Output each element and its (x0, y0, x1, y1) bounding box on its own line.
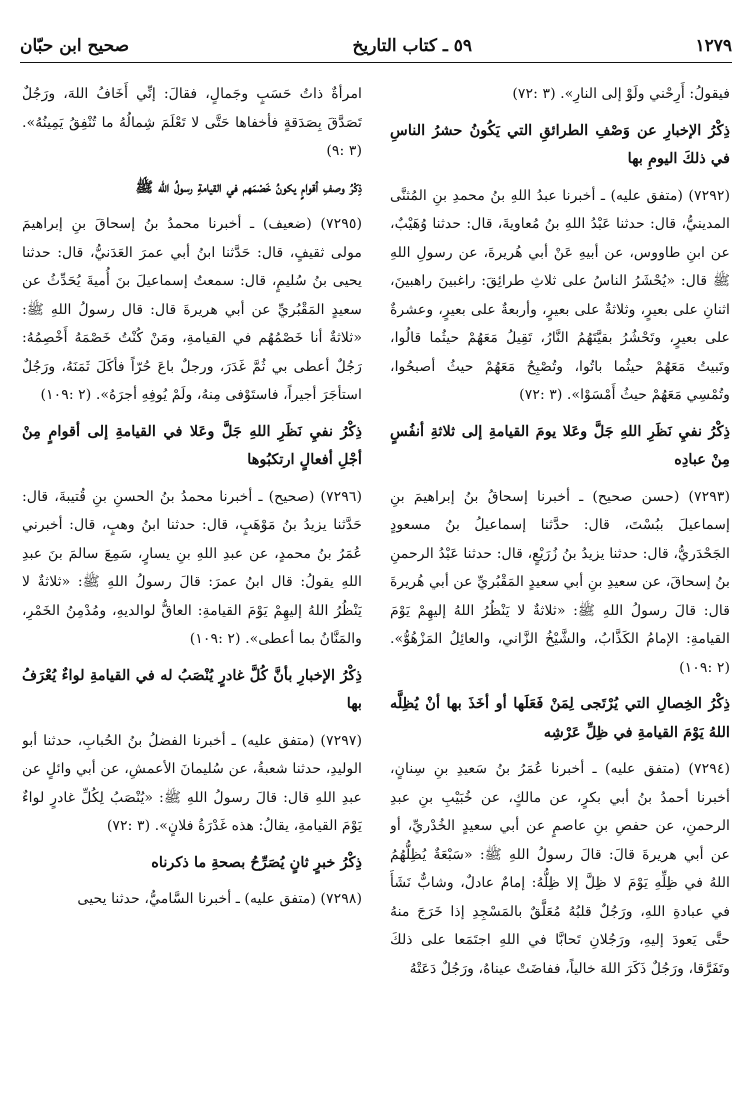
book-title: صحيح ابن حبّان (20, 36, 130, 56)
hadith-paragraph: (٧٢٩٢) (متفق عليه) ـ أخبرنا عبدُ اللهِ بنُ محمدِ بنِ المُثنَّى المدينيُّ، قال: حدثنا عَبْدُ اللهِ بنُ مُعاويةَ، قال: حدثنا وُهَيْبٌ، عن ابنِ طاووس، عن أبيهِ عَنْ أبي هُريرةَ، عن رسولِ اللهِ ﷺ قال: «يُحْشَرُ الناسُ على ثلاثِ طرائِقَ: راغبينَ راهبينَ، اثنانِ على بعيرٍ، وثلاثةٌ على بعيرٍ، وأربعةٌ على بعيرٍ، وعشرةٌ على بعيرٍ، وتَحْشُرُ بقيَّتَهُمُ النَّارُ، تَقِيلُ مَعَهُمْ حيثُما قالُوا، وتَبيتُ مَعَهُمْ حيثُما باتُوا، وتُصْبِحُ مَعَهُمْ حيثُ أصبحُوا، وتُمْسِي مَعَهُمْ حيثُ أَمْسَوْا». (٣ :٧٢) (390, 187, 730, 403)
section-heading: ذِكْرُ نفيِ نَظَرِ اللهِ جَلَّ وعَلا في القيامةِ إلى أقوامٍ مِنْ أجْلِ أفعالٍ ارتكبُوها (22, 422, 362, 468)
chapter-title: ٥٩ ـ كتاب التاريخ (352, 36, 473, 56)
section-heading: ذِكْرُ خبرٍ ثانٍ يُصَرِّحُ بصحةِ ما ذكرناه (151, 853, 362, 871)
hadith-paragraph: (٧٢٩٨) (متفق عليه) ـ أخبرنا السَّاميُّ، حدثنا يحيى (77, 891, 362, 907)
hadith-paragraph: (٧٢٩٤) (متفق عليه) ـ أخبرنا عُمَرُ بنُ سَعيدِ بنِ سِنانٍ، أخبرنا أحمدُ بنُ أبي بكرٍ، عن مالكٍ، عن خُبَيْبِ بنِ عبدِ الرحمنِ، عن حفصِ بنِ عاصمٍ عن أبي سعيدٍ الخُدْريِّ، أو عن أبي هريرةَ قالَ: قالَ رسولُ اللهِ ﷺ: «سَبْعَةٌ يُظِلُّهُمُ اللهُ في ظِلِّهِ يَوْمَ لا ظِلَّ إلا ظِلُّهُ: إمامٌ عادلٌ، وشابٌّ نَشَأَ في عبادةِ اللهِ، ورَجُلٌ قلبُهُ مُعَلَّقٌ بالمَسْجِدِ إذا خَرَجَ منهُ حتَّى يَعودَ إليهِ، ورَجُلانِ تَحابَّا في اللهِ اجتَمَعا على ذلكَ وتَفَرَّقا، ورَجُلٌ ذَكَرَ اللهَ خالياً، ففاضَتْ عيناهُ، ورَجُلٌ دَعَتْهُ (390, 761, 730, 977)
section-heading: ذِكْرُ وصفِ أقوامٍ يكونُ خَصْمَهم في القيامةِ رسولُ الله ﷺ (135, 178, 362, 196)
hadith-paragraph: فيقولُ: أَرِحْني ولَوْ إلى النارِ». (٣ :٧٢) (512, 86, 730, 102)
hadith-paragraph: امرأةٌ ذاتُ حَسَبٍ وجَمالٍ، فقالَ: إنِّي أَخَافُ اللهَ، ورَجُلٌ تَصَدَّقَ بِصَدَقةٍ فأخفاها حَتَّى لا تَعْلَمَ شِمالُهُ ما تُنْفِقُ يَمِينُهُ». (٣ :٩) (22, 86, 362, 159)
right-column (390, 80, 730, 1090)
section-heading: ذِكْرُ الإخبارِ عن وَصْفِ الطرائقِ التي يَكُونُ حشرُ الناسِ في ذلكَ اليومِ بها (390, 121, 730, 167)
left-column (22, 80, 362, 1090)
hadith-paragraph: (٧٢٩٧) (متفق عليه) ـ أخبرنا الفضلُ بنُ الحُبابِ، حدثنا أبو الوليدِ، حدثنا شعبةُ، عن سُليمانَ الأعمشِ، عن أبي وائلٍ عن عبدِ اللهِ قال: قالَ رسولُ اللهِ ﷺ: «يُنْصَبُ لِكُلِّ غادرٍ لواءٌ يَوْمَ القيامةِ، يقالُ: هذه غَدْرَةُ فلانٍ». (٣ :٧٢) (22, 732, 362, 834)
page-number: ١٢٧٩ (695, 36, 732, 56)
hadith-paragraph: (٧٢٩٦) (صحيح) ـ أخبرنا محمدُ بنُ الحسنِ بنِ قُتيبةَ، قال: حَدَّثنا يزيدُ بنُ مَوْهَبٍ، قال: حدثنا ابنُ وهبٍ، قال: أخبرني عُمَرُ بنُ محمدٍ، عن عبدِ اللهِ بنِ يسارٍ، سَمِعَ سالمَ بنَ عبدِ اللهِ يقولُ: قال ابنُ عمرَ: قالَ رسولُ اللهِ ﷺ: «ثلاثةٌ لا يَنْظُرُ اللهُ إليهِمْ يَوْمَ القيامةِ: العاقُّ لوالديهِ، ومُدْمِنُ الخَمْرِ، والمَنَّانُ بما أعطى». (٢ :١٠٩) (22, 488, 362, 647)
hadith-paragraph: (٧٢٩٥) (ضعيف) ـ أخبرنا محمدُ بنُ إسحاقَ بنِ إبراهيمَ مولى ثقيفٍ، قال: حَدَّثنا ابنُ أبي عمرَ العَدَنيُّ، قال: حدثنا يحيى بنُ سُليمٍ، قال: سمعتُ إسماعيلَ بنَ أُميةَ يُحَدِّثُ عن سعيدٍ المَقْبُريِّ عن أبي هريرةَ قال: قال رسولُ اللهِ ﷺ: «ثلاثةٌ أنا خَصْمُهُم في القيامةِ، ومَنْ كُنْتُ خَصْمَهُ أَخْصِمُهُ: رَجُلٌ أعطى بي ثُمَّ غَدَرَ، ورجلٌ باعَ حُرّاً فأكَلَ ثَمَنَهُ، ورَجُلٌ استأجَرَ أجيراً، فاستَوْفى مِنهُ، ولَمْ يُوفِهِ أجرَهُ». (٢ :١٠٩) (22, 216, 362, 403)
section-heading: ذِكْرُ الخِصالِ التي يُرْتَجى لِمَنْ فَعَلَها أو أخَذَ بها أنْ يُظِلَّه اللهُ يَوْمَ القيامةِ في ظِلِّ عَرْشِه (390, 695, 730, 741)
page-header (20, 30, 732, 63)
hadith-paragraph: (٧٢٩٣) (حسن صحيح) ـ أخبرنا إسحاقُ بنُ إبراهيمَ بنِ إسماعيلَ ببُسْتَ، قال: حدَّثنا إسماعيلُ بنُ مسعودٍ الجَحْدَريُّ، قال: حدثنا يزيدُ بنُ زُرَيْعٍ، قال: حدثنا عَبْدُ الرحمنِ بنُ إسحاقَ، عن سعيدِ بنِ أبي سعيدٍ المَقْبُريِّ عن أبي هُريرةَ قال: قالَ رسولُ اللهِ ﷺ: «ثلاثةٌ لا يَنْظُرُ اللهُ إليهِمْ يَوْمَ القيامةِ: الإمامُ الكَذَّابُ، والشَّيْخُ الزَّاني، والعائِلُ المَزْهُوُّ». (٢ :١٠٩) (390, 488, 730, 676)
section-heading: ذِكْرُ الإخبارِ بأنَّ كُلَّ غادرٍ يُنْصَبُ له في القيامةِ لواءٌ يُعْرَفُ بها (22, 666, 362, 712)
section-heading: ذِكْرُ نفيِ نَظَرِ اللهِ جَلَّ وعَلا يومَ القيامةِ إلى ثلاثةِ أنفُسٍ مِنْ عبادِه (390, 422, 730, 468)
